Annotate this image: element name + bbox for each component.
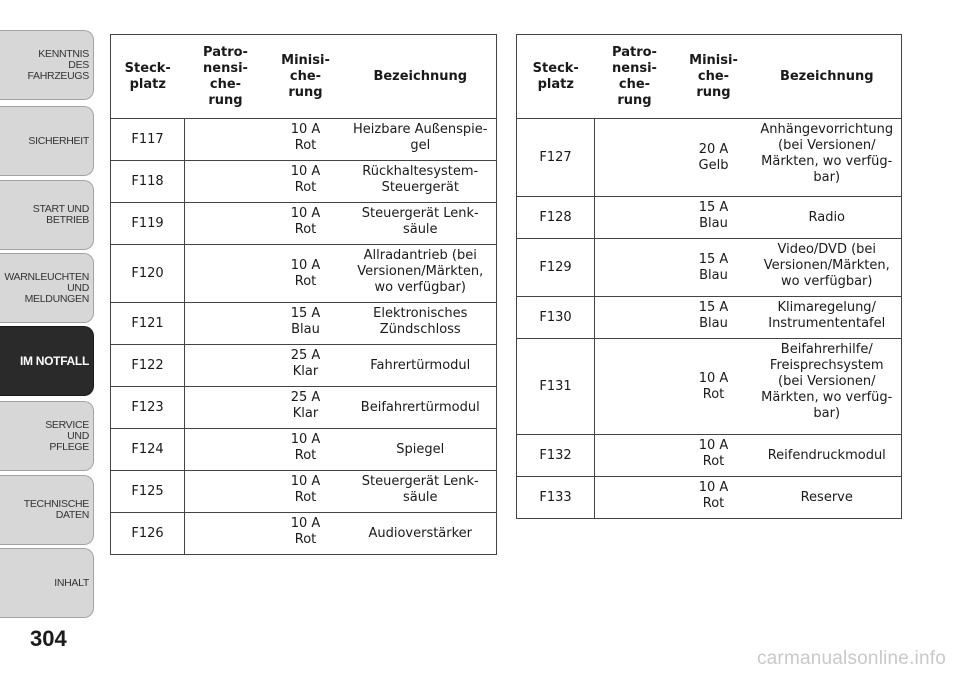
- fuse-rating: 15 A Blau: [675, 239, 753, 297]
- fuse-description: Audioverstärker: [345, 513, 497, 555]
- table-row: [111, 387, 497, 429]
- header-minifuse: Minisi- che- rung: [675, 35, 753, 119]
- cartridge-cell: [185, 429, 267, 471]
- fuse-description: Radio: [753, 197, 902, 239]
- fuse-rating: 10 A Rot: [267, 203, 345, 245]
- table-row: [111, 345, 497, 387]
- table-row: [517, 477, 902, 519]
- fuse-slot: F117: [111, 119, 185, 161]
- fuse-rating: 10 A Rot: [267, 245, 345, 303]
- table-row: [517, 119, 902, 197]
- fuse-slot: F125: [111, 471, 185, 513]
- cartridge-cell: [185, 119, 267, 161]
- fuse-rating: 10 A Rot: [675, 339, 753, 435]
- fuse-rating: 10 A Rot: [675, 477, 753, 519]
- cartridge-cell: [185, 245, 267, 303]
- fuse-slot: F118: [111, 161, 185, 203]
- fuse-description: Anhängevorrichtung (bei Versionen/ Märkten, wo verfüg- bar): [753, 119, 902, 197]
- fuse-description: Steuergerät Lenk- säule: [345, 203, 497, 245]
- tab-warnleuchten-und-meldungen[interactable]: WARNLEUCHTEN UND MELDUNGEN: [0, 253, 94, 323]
- cartridge-cell: [595, 339, 675, 435]
- cartridge-cell: [185, 161, 267, 203]
- header-cartridge: Patro- nensi- che- rung: [595, 35, 675, 119]
- side-navigation: [0, 0, 98, 678]
- table-row: [111, 513, 497, 555]
- cartridge-cell: [595, 197, 675, 239]
- cartridge-cell: [185, 387, 267, 429]
- table-row: [111, 303, 497, 345]
- fuse-rating: 10 A Rot: [267, 161, 345, 203]
- fuse-slot: F130: [517, 297, 595, 339]
- fuse-description: Heizbare Außenspie- gel: [345, 119, 497, 161]
- table-row: [517, 197, 902, 239]
- fuse-description: Video/DVD (bei Versionen/Märkten, wo verfügbar): [753, 239, 902, 297]
- header-slot: Steck- platz: [111, 35, 185, 119]
- page-number: 304: [30, 626, 67, 651]
- fuse-slot: F121: [111, 303, 185, 345]
- fuse-slot: F124: [111, 429, 185, 471]
- watermark: carmanualsonline.info: [756, 648, 946, 669]
- fuse-rating: 20 A Gelb: [675, 119, 753, 197]
- tab-kenntnis-des-fahrzeugs[interactable]: KENNTNIS DES FAHRZEUGS: [0, 30, 94, 100]
- fuse-slot: F132: [517, 435, 595, 477]
- fuse-rating: 15 A Blau: [675, 197, 753, 239]
- tab-service-und-pflege[interactable]: SERVICE UND PFLEGE: [0, 401, 94, 471]
- table-row: [517, 339, 902, 435]
- header-description: Bezeichnung: [345, 35, 497, 119]
- tab-im-notfall[interactable]: IM NOTFALL: [0, 326, 94, 396]
- table-row: [111, 245, 497, 303]
- fuse-rating: 10 A Rot: [267, 429, 345, 471]
- cartridge-cell: [595, 477, 675, 519]
- table-row: [111, 203, 497, 245]
- fuse-rating: 10 A Rot: [267, 119, 345, 161]
- table-row: [111, 429, 497, 471]
- header-description: Bezeichnung: [753, 35, 902, 119]
- fuse-slot: F120: [111, 245, 185, 303]
- fuse-description: Fahrertürmodul: [345, 345, 497, 387]
- fuse-slot: F128: [517, 197, 595, 239]
- cartridge-cell: [185, 203, 267, 245]
- table-row: [111, 471, 497, 513]
- fuse-description: Allradantrieb (bei Versionen/Märkten, wo verfügbar): [345, 245, 497, 303]
- cartridge-cell: [185, 345, 267, 387]
- header-cartridge: Patro- nensi- che- rung: [185, 35, 267, 119]
- fuse-rating: 10 A Rot: [675, 435, 753, 477]
- fuse-table-left: [110, 34, 497, 555]
- fuse-description: Reserve: [753, 477, 902, 519]
- cartridge-cell: [595, 239, 675, 297]
- table-row: [517, 239, 902, 297]
- fuse-description: Reifendruckmodul: [753, 435, 902, 477]
- fuse-slot: F122: [111, 345, 185, 387]
- table-header-row: [517, 35, 902, 119]
- fuse-description: Klimaregelung/ Instrumententafel: [753, 297, 902, 339]
- cartridge-cell: [185, 471, 267, 513]
- fuse-rating: 15 A Blau: [267, 303, 345, 345]
- fuse-slot: F127: [517, 119, 595, 197]
- fuse-slot: F131: [517, 339, 595, 435]
- cartridge-cell: [185, 513, 267, 555]
- table-row: [111, 161, 497, 203]
- fuse-rating: 15 A Blau: [675, 297, 753, 339]
- tab-sicherheit[interactable]: SICHERHEIT: [0, 106, 94, 176]
- fuse-slot: F126: [111, 513, 185, 555]
- fuse-description: Elektronisches Zündschloss: [345, 303, 497, 345]
- header-minifuse: Minisi- che- rung: [267, 35, 345, 119]
- fuse-description: Beifahrerhilfe/ Freisprechsystem (bei Versionen/ Märkten, wo verfüg- bar): [753, 339, 902, 435]
- tab-start-und-betrieb[interactable]: START UND BETRIEB: [0, 180, 94, 250]
- fuse-slot: F129: [517, 239, 595, 297]
- fuse-table-right: [516, 34, 902, 519]
- cartridge-cell: [185, 303, 267, 345]
- fuse-description: Spiegel: [345, 429, 497, 471]
- table-row: [517, 297, 902, 339]
- fuse-description: Rückhaltesystem- Steuergerät: [345, 161, 497, 203]
- cartridge-cell: [595, 119, 675, 197]
- table-header-row: [111, 35, 497, 119]
- fuse-rating: 10 A Rot: [267, 513, 345, 555]
- cartridge-cell: [595, 435, 675, 477]
- fuse-description: Steuergerät Lenk- säule: [345, 471, 497, 513]
- table-row: [111, 119, 497, 161]
- fuse-slot: F119: [111, 203, 185, 245]
- table-row: [517, 435, 902, 477]
- tab-technische-daten[interactable]: TECHNISCHE DATEN: [0, 475, 94, 545]
- fuse-rating: 25 A Klar: [267, 387, 345, 429]
- fuse-description: Beifahrertürmodul: [345, 387, 497, 429]
- fuse-rating: 10 A Rot: [267, 471, 345, 513]
- fuse-rating: 25 A Klar: [267, 345, 345, 387]
- cartridge-cell: [595, 297, 675, 339]
- header-slot: Steck- platz: [517, 35, 595, 119]
- fuse-slot: F123: [111, 387, 185, 429]
- tab-inhalt[interactable]: INHALT: [0, 548, 94, 618]
- fuse-slot: F133: [517, 477, 595, 519]
